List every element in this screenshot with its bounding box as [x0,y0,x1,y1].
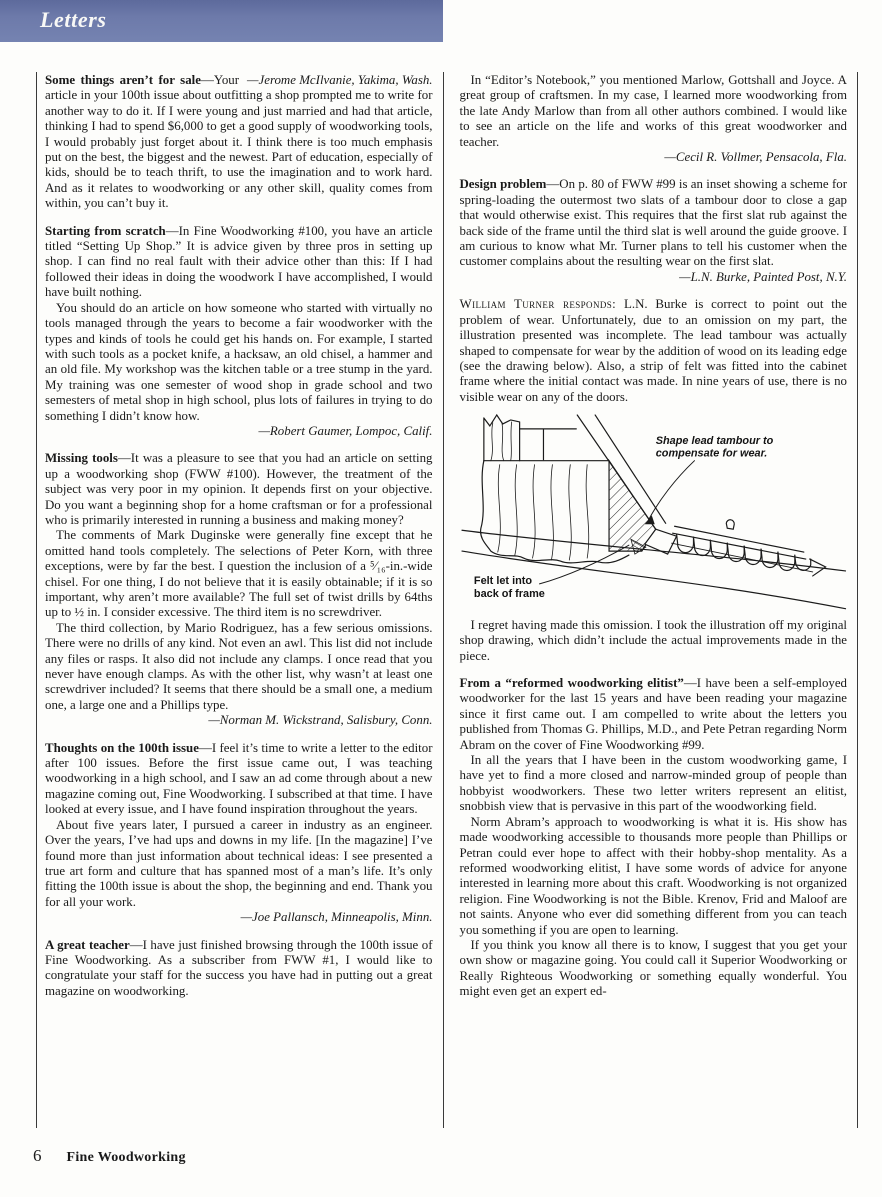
letter-paragraph: About five years later, I pursued a career in industry as an engineer. Over the years, I’ve had ups and downs in my life. [In the magazine] I’ve found more than just information about technical ideas: I see presented a true art form and culture that has spanned most of a man’s life. It’s only fitting the 100th issue is about the shop, the beginning and end. Thank you for all your work. [45,817,433,909]
letter-missing-tools [45,451,433,728]
letter-paragraph [45,741,433,818]
letter-title: Design problem [459,177,547,192]
letter-paragraph [45,938,433,1000]
letter-paragraph: The comments of Mark Duginske were generally fine except that he omitted hand tools completely. The selections of Peter Korn, with three exceptions, were by far the best. I question the inclusion of a ⁵⁄₁₆-in.-wide chisel. For one thing, I do not believe that it is easily obtainable; if it is so important, why aren’t more available? The full set of twist drills by 64ths up to ½ in. I consider excessive. The third item is no screwdriver. [45,528,433,620]
responder-name: William Turner responds: [459,297,617,312]
letter-paragraph [460,177,848,269]
response-paragraph [460,297,848,405]
letter-paragraph [45,451,433,528]
page-number: 6 [33,1146,42,1165]
letter-body: —Your article in your 100th issue about outfitting a shop prompted me to write for another way to do it. If I were young and just married and had that article, thinking I had to spend $6,000 to get a good supply of woodworking tools, I would probably just forget about it. I think there is too much emphasis put on the best, the biggest and the newest. Part of education, especially of kids, should be to teach thrift, to use the imagination and to work hard. And as it relates to woodworking or any other skill, quality comes from within, you can’t buy it. [45,73,433,211]
page-content [36,72,858,1128]
letter-signature: —Joe Pallansch, Minneapolis, Minn. [240,910,433,925]
figure-label-felt-line1: Felt let into [473,575,532,588]
section-title: Letters [40,7,107,32]
figure-label-felt-line2: back of frame [473,587,545,600]
letter-title: A great teacher [45,937,130,952]
letter-paragraph: You should do an article on how someone who started with virtually no tools managed through the years to become a fair woodworker with the types and kinds of tools he could get his hands on. For example, I started with such tools as a pocket knife, a hacksaw, an old chisel, a hammer and an old file. My workshop was the kitchen table or a tree stump in the yard. My training was one semester of wood shop in grade school and two semesters of metal shop in high school, plus lots of failures in trying to do something I didn’t know how. [45,300,433,423]
letter-title: Missing tools [45,451,118,466]
right-column-rule [857,72,858,1128]
page-footer [33,1146,186,1166]
letter-paragraph: The third collection, by Mario Rodriguez, has a few serious omissions. There were no drills of any kind. Not even an awl. This list did not include any files or rasps. It also did not include any clamps. I once read that you never have enough clamps. As with the other list, why wasn’t at least one screwdriver included? It seems that there should be a small one, a medium one, a large one and a Phillips type. [45,620,433,712]
figure-label-shape-line2: compensate for wear. [655,447,767,460]
tambour-illustration [460,413,848,612]
letter-paragraph: Norm Abram’s approach to woodworking is what it is. His show has made woodworking accessible to thousands more people than Phillips or Petran could ever hope to affect with their hobby-shop mentality. As a reformed woodworking elitist, I have some words of advice for anyone interested in learning more about this craft. Woodworking is not organized religion. Fine Woodworking is not the Bible. Krenov, Frid and Maloof are not saints. Anyone who ever did something different from you can teach you something if you are open to learning. [459,814,847,937]
letter-paragraph [460,676,848,753]
letter-signature: —L.N. Burke, Painted Post, N.Y. [679,269,847,284]
figure-label-shape-line1: Shape lead tambour to [655,434,773,447]
letter-signature: —Cecil R. Vollmer, Pensacola, Fla. [664,150,847,165]
section-banner [0,0,443,42]
letter-design-problem [460,177,848,285]
response-paragraph: I regret having made this omission. I took the illustration off my original shop drawing, which didn’t include the actual improvements made in the piece. [459,617,847,663]
letter-signature: —Robert Gaumer, Lompoc, Calif. [258,423,433,438]
letter-title: Starting from scratch [45,223,166,238]
letter-paragraph: In “Editor’s Notebook,” you mentioned Marlow, Gottshall and Joyce. A great group of craftsmen. In my case, I learned more woodworking from the late Andy Marlow than from all other authors combined. I would like to see an article on the life and works of this great woodworker and teacher. [459,73,847,149]
letter-body: —In Fine Woodworking #100, you have an article titled “Setting Up Shop.” It is advice given by three pros in setting up shop. I can find no real fault with their advice other than this: If I had followed their ideas in doing the woodwork I have accomplished, I would have built nothing. [45,223,433,300]
letter-title: Some things aren’t for sale [45,73,201,87]
letter-body: —I have been a self-employed woodworker for the last 15 years and have been reading your magazine since it first came out. I am compelled to write about the letters you published from Thomas G. Phillips, M.D., and Pete Petran regarding Norm Abram on the cover of Fine Woodworking #99. [459,676,848,752]
letter-reformed-elitist [460,676,848,1000]
letter-thoughts-100th [45,741,433,926]
right-column [444,72,858,1128]
tambour-drawing [460,413,848,612]
editor-response [460,297,848,664]
letter-starting-from-scratch [45,224,433,440]
magazine-name: Fine Woodworking [66,1150,186,1165]
letter-some-things [45,73,433,212]
letter-continuation [460,73,848,165]
letter-title: From a “reformed woodworking elitist” [459,676,684,691]
letter-signature: —Norman M. Wickstrand, Salisbury, Conn. [208,713,433,728]
letter-body: —It was a pleasure to see that you had an article on setting up a woodworking shop (FWW #100). However, the treatment of the subject was very poor in my opinion. It depends first on your objective. Do you want a beginning shop for a home craftsman or for a professional who is primarily interested in running a business and making money? [45,451,433,527]
letter-paragraph [45,73,433,212]
letter-title: Thoughts on the 100th issue [45,740,199,755]
letter-paragraph: In all the years that I have been in the custom woodworking game, I have yet to find a more closed and narrow-minded group of people than hobbyist woodworkers. These two letter writers represent an elitist, snobbish view that is pervasive in this part of the woodworking field. [459,753,847,814]
response-body: L.N. Burke is correct to point out the problem of wear. Unfortunately, due to an omission on my part, the illustration presented was incomplete. The lead tambour was actually shaped to compensate for wear by the addition of wood on its leading edge (see the drawing below). Also, a strip of felt was fitted into the cabinet frame where the initial contact was made. In nine years of use, there is no visible wear on any of the doors. [459,297,847,404]
letter-body: —On p. 80 of FWW #99 is an inset showing a scheme for spring-loading the outermost two slats of a tambour door to close a gap that would otherwise exist. This requires that the first slat rub against the back side of the frame until the third slat is well around the guide groove. I am curious to know what Mr. Turner plans to tell his customer when the customer complains about the resulting wear on the first slat. [459,177,847,269]
letter-body: —I feel it’s time to write a letter to the editor after 100 issues. Before the first issue came out, I was teaching woodworking in a high school, and I saw an ad come through about a new magazine coming out, Fine Woodworking. I subscribed at that time. I have looked at every issue, and I have found inspiration throughout the years. [45,740,433,817]
letter-great-teacher [45,938,433,1000]
letter-paragraph: If you think you know all there is to know, I suggest that you get your own show or magazine going. You could call it Superior Woodworking or Really Righteous Woodworking or something equally wonderful. You might even get an expert ed- [459,937,847,999]
letter-body: —I have just finished browsing through the 100th issue of Fine Woodworking. As a subscriber from FWW #1, I would like to congratulate your staff for the success you have had in putting out a great magazine on woodworking. [45,937,433,998]
letter-paragraph [45,224,433,301]
left-column [37,72,443,1128]
letter-signature: —Jerome McIlvanie, Yakima, Wash. [247,73,433,87]
